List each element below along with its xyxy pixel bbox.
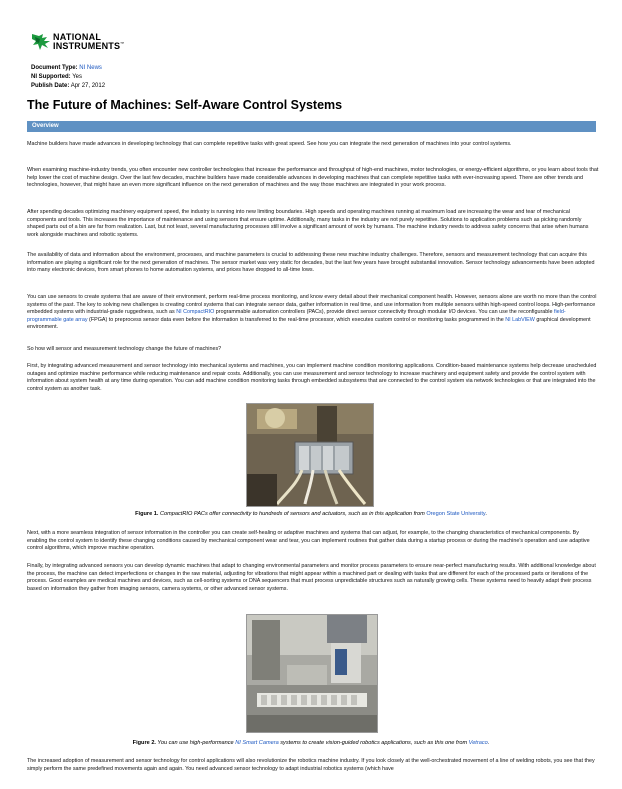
paragraph-text: graphical development environment. (27, 316, 591, 331)
section-header-overview (27, 121, 596, 132)
paragraph-text: (FPGA) to preprocess sensor data even before the information is transferred to the real-time processor, which executes custom control or monitoring tasks programmed in the (87, 316, 506, 323)
paragraph: First, by integrating advanced measurement and sensor technology into mechanical systems and machines, you can implement machine condition monitoring applications. Condition-based maintenance systems help decrease unscheduled outages and optimize machine performance while reducing maintenance and repair costs. Additionally, you can use measurement and sensor technology to increase machinery and equipment safety and provide the control system with information about system health at any time during operation. You can add machine condition monitoring tasks through embedded subsystems that are connected to the control system via network technologies or that are integrated into the control system as another task. (27, 363, 597, 392)
paragraph: Machine builders have made advances in developing technology that can complete repetitive tasks with great speed. See how you can integrate the next generation of machines into your control systems. (27, 141, 512, 147)
paragraph: When examining machine-industry trends, you often encounter new controller technologies that increase the performance and throughput of high-end machines, motor technologies, or energy-efficient algorithms, or you learn about tools that help lower the cost of machine design. Over the last few decades, machine builders have made considerable advances in developing machines that can complete repetitive tasks with ever-increasing speed. There are other trends and technologies, however, that might have an even more significant influence on the next generation of machines and the way those machines are integrated in your work process. (27, 167, 599, 189)
document-meta (31, 64, 105, 91)
figure-2-image (246, 614, 378, 733)
compactrio-link[interactable]: NI CompactRIO (176, 309, 215, 316)
meta-label: Document Type: (31, 65, 78, 71)
meta-document-type (31, 64, 105, 73)
paragraph: Next, with a more seamless integration of sensor information in the controller you can create self-healing or adaptive machines and systems that can adjust, for example, to the changing characteristics of mechanical components. By enabling the control system to identify these changing conditions caused by mechanical component wear and tear, you can implement routines that gather data during a startup process or during the machine's operation and use adaptive control algorithms, which improve machine operation. (27, 530, 590, 552)
figure-1-image (246, 403, 374, 507)
vetraco-link[interactable]: Vetraco (468, 740, 488, 746)
logo-word-instruments: INSTRUMENTS™ (53, 41, 125, 51)
paragraph: Finally, by integrating advanced sensors you can develop dynamic machines that adapt to changing environmental parameters and monitor process parameters to ensure near-perfect manufacturing results. With additional knowledge about the process, the machine can detect imperfections or changes in the raw material, adjusting for vibrations that might appear within a machined part or dealing with tasks that are different for each of the processed parts or iterations of the process. Good examples are medical machines and devices, such as cell-sorting systems or DNA sequencers that must process unpredictable structures such as naturally growing cells. These systems need to heavily adapt their process based on information they gather from imaging sensors, camera systems, or other advanced sensor systems. (27, 563, 596, 592)
section-title: Overview (32, 123, 59, 129)
paragraph-text: programmable automation controllers (PACs), provide direct sensor connectivity through modular I/O devices. You can use the reconfigurable (214, 309, 554, 316)
paragraph: The increased adoption of measurement and sensor technology for control applications will also revolutionize the robotics machine industry. If you look closely at the well-orchestrated movement of a line of welding robots, you see that they simply perform the same predefined movements again and again. You need advanced sensor technology to adapt industrial robotics systems (which have (27, 758, 595, 772)
oregon-state-link[interactable]: Oregon State University (426, 511, 486, 517)
caption-text: . (487, 740, 490, 746)
paragraph: So how will sensor and measurement technology change the future of machines? (27, 346, 222, 352)
caption-text: You can use high-performance (155, 740, 236, 746)
meta-label: Publish Date: (31, 83, 70, 89)
caption-text: . (485, 511, 487, 517)
meta-value: Yes (72, 74, 83, 80)
page-title: The Future of Machines: Self-Aware Control Systems (27, 98, 343, 112)
ni-smart-camera-link[interactable]: NI Smart Camera (235, 740, 279, 746)
logo-trademark: ™ (120, 41, 125, 46)
meta-document-type-link[interactable]: NI News (79, 65, 102, 71)
paragraph: After spending decades optimizing machinery equipment speed, the industry is running into new limiting boundaries. High speeds and operating machines running at maximum load are increasing the wear and tear of mechanical components and tools. This increases the importance of maintenance and using sensors that ensure uptime. Additionally, many tasks in the industry are not purely repetitive. Solutions to application problems such as picking randomly shaped parts out of a bin are far from realization. Last, but not least, several manufacturing processes still involve a significant amount of work by humans. The machine industry needs to address safety concerns that arise when humans work alongside machines and robotic systems. (27, 209, 589, 238)
national-instruments-logo[interactable] (31, 32, 125, 54)
meta-label: NI Supported: (31, 74, 71, 80)
meta-value: Apr 27, 2012 (70, 83, 106, 89)
fpga-link[interactable]: field-programmable gate array (27, 309, 566, 323)
meta-supported (31, 73, 105, 82)
paragraph-text: You can use sensors to create systems that are aware of their environment, perform real-time process monitoring, and know every detail about their mechanical component health. However, sensors alone are worth no more than the control systems of the past. The key to solving new challenges is creating control systems that can integrate sensor data, gather information in real time, and use information from multiple sensors within high-speed control loops. High-performance embedded systems with industrial-grade ruggedness, such as (27, 294, 597, 316)
meta-publish-date (31, 82, 105, 91)
figure-label: Figure 1. (135, 511, 159, 517)
caption-text: systems to create vision-guided robotics applications, such as this one from (278, 740, 469, 746)
figure-1-caption (0, 511, 622, 517)
figure-label: Figure 2. (132, 740, 156, 746)
paragraph (27, 294, 599, 332)
ni-eagle-icon (31, 32, 53, 52)
logo-word-national: NATIONAL (53, 32, 102, 42)
paragraph: The availability of data and information about the environment, processes, and machine parameters is crucial to addressing these new machine industry challenges. Therefore, sensors and measurement technology that can acquire this information are playing a significant role for the next generation of machines. The sensor market was very static for decades, but the last few years have brought substantial innovation. Sensor technology advancements have been adopted into many electronic devices, from smart phones to home automation systems, and prices have dropped to all-time lows. (27, 252, 595, 274)
labview-link[interactable]: NI LabVIEW (505, 316, 535, 323)
figure-2-caption (0, 740, 622, 746)
caption-text: CompactRIO PACs offer connectivity to hundreds of sensors and actuators, such as in this application from (158, 511, 427, 517)
